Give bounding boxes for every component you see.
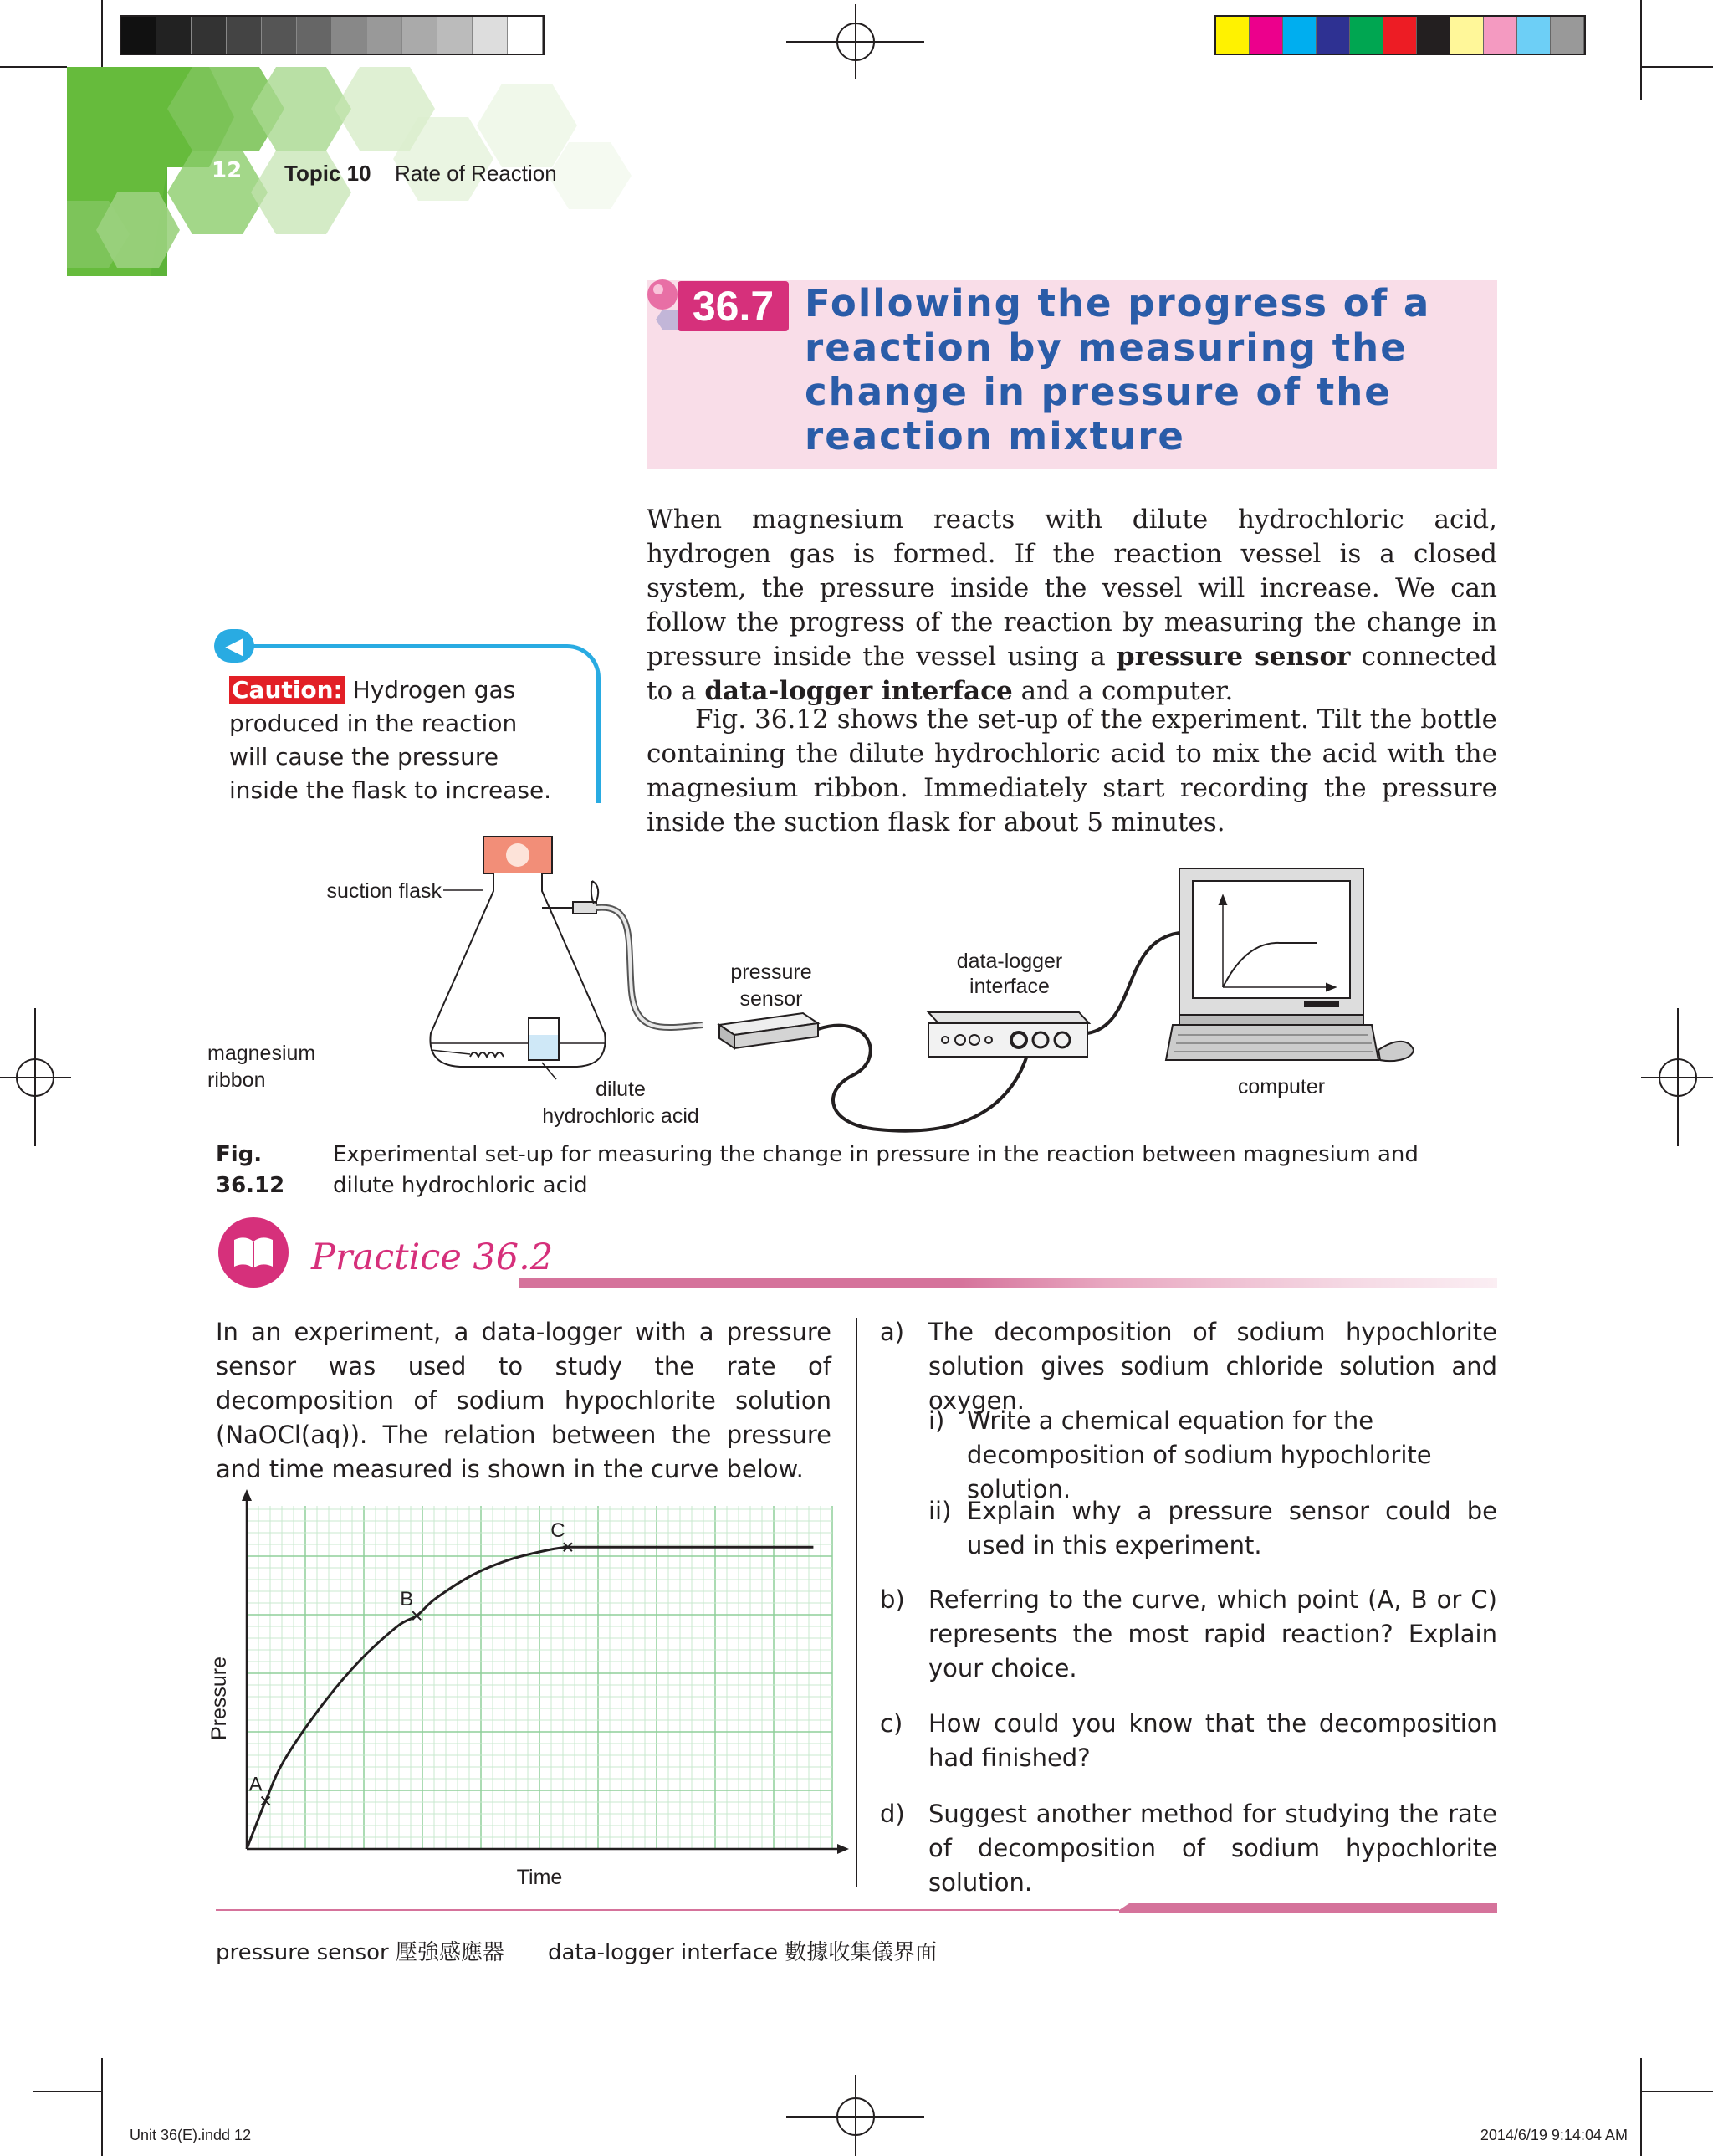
question-label: ii) <box>928 1497 952 1525</box>
grey-swatch <box>297 17 332 54</box>
figure-caption-text: Experimental set-up for measuring the change in pressure in the reaction between magnesium and dilute hydrochloric acid <box>333 1142 1419 1198</box>
label-magnesium: magnesium <box>207 1042 316 1065</box>
figure-number: Fig. 36.12 <box>216 1142 285 1198</box>
grey-swatch <box>508 17 543 54</box>
graph-axes <box>242 1489 849 1854</box>
section-title-line: Following the progress of a <box>805 281 1431 325</box>
section-title-line: reaction mixture <box>805 414 1185 458</box>
topic-label: Topic 10 <box>284 161 371 186</box>
color-swatch <box>1383 17 1417 54</box>
glossary-term: data-logger interface 數據收集儀界面 <box>548 1940 938 1965</box>
section-title <box>805 281 1474 458</box>
key-term: data-logger interface <box>704 676 1013 706</box>
grey-swatch <box>402 17 437 54</box>
color-calibration-bar <box>1214 15 1586 55</box>
question-a <box>880 1315 1499 1418</box>
graph-grid <box>247 1506 832 1849</box>
question-a-ii <box>928 1494 1499 1563</box>
practice-title: Practice 36.2 <box>311 1237 554 1278</box>
figure-caption <box>216 1139 1487 1201</box>
label-ribbon: ribbon <box>207 1068 266 1092</box>
topic-name: Rate of Reaction <box>395 161 557 186</box>
color-swatch <box>1216 17 1250 54</box>
column-divider <box>856 1318 857 1887</box>
point-label: A <box>248 1773 263 1796</box>
section-title-line: change in pressure of the <box>805 370 1392 414</box>
color-swatch <box>1350 17 1383 54</box>
glossary-term: pressure sensor 壓強感應器 <box>216 1940 504 1965</box>
page-number: 12 <box>212 158 243 183</box>
paragraph-text: When magnesium reacts with dilute hydrochloric acid, hydrogen gas is formed. If the reaction vessel is a closed system, the pressure inside the vessel will increase. We can follow the progress of the reaction by measuring the change in pressure inside the vessel using a <box>647 504 1497 672</box>
grey-swatch <box>192 17 227 54</box>
color-swatch <box>1450 17 1484 54</box>
section-title-line: reaction by measuring the <box>805 325 1408 370</box>
glossary <box>216 1935 937 1966</box>
label-hydrochloric-acid: hydrochloric acid <box>542 1104 699 1128</box>
color-swatch <box>1317 17 1350 54</box>
label-interface: interface <box>969 975 1050 998</box>
question-label: a) <box>880 1318 905 1346</box>
caution-text: Hydrogen gas produced in the reaction will cause the pressure inside the flask to increase. <box>229 676 552 804</box>
grey-swatch <box>262 17 297 54</box>
question-c <box>880 1707 1499 1775</box>
paragraph-setup: Fig. 36.12 shows the set-up of the experiment. Tilt the bottle containing the dilute hydrochloric acid to mix the acid with the magnesium ribbon. Immediately start recording the pressure inside the suction flask for about 5 minutes. <box>647 704 1497 837</box>
experiment-setup-diagram <box>207 824 1447 1142</box>
label-suction-flask: suction flask <box>326 879 442 903</box>
label-computer: computer <box>1237 1075 1326 1098</box>
open-book-icon <box>216 1215 296 1290</box>
question-text: The decomposition of sodium hypochlorite solution gives sodium chloride solution and oxygen. <box>928 1318 1497 1415</box>
grey-swatch <box>121 17 156 54</box>
y-axis-label: Pressure <box>207 1656 231 1741</box>
grey-swatch <box>332 17 367 54</box>
x-axis-label: Time <box>516 1866 563 1889</box>
y-axis-arrow-icon <box>242 1489 252 1501</box>
label-dilute: dilute <box>596 1078 646 1101</box>
question-a-i <box>928 1404 1499 1507</box>
color-swatch <box>1250 17 1283 54</box>
key-term: pressure sensor <box>1116 642 1351 672</box>
grey-swatch <box>437 17 473 54</box>
grey-swatch <box>156 17 192 54</box>
question-label: d) <box>880 1800 905 1828</box>
question-text: Write a chemical equation for the decomposition of sodium hypochlorite solution. <box>967 1406 1432 1503</box>
question-text: Suggest another method for studying the rate of decomposition of sodium hypochlorite solution. <box>928 1800 1497 1897</box>
point-marker <box>412 1611 421 1620</box>
caution-note <box>229 673 555 807</box>
pressure-curve <box>247 1547 813 1849</box>
label-pressure: pressure <box>730 960 812 984</box>
left-arrow-icon: ◀ <box>214 629 254 663</box>
label-sensor: sensor <box>739 987 803 1011</box>
paragraph-intro <box>647 503 1497 709</box>
question-b <box>880 1583 1499 1686</box>
practice-intro: In an experiment, a data-logger with a pressure sensor was used to study the rate of decomposition of sodium hypochlorite solution (NaOCl(aq)). The relation between the pressure and time measured is shown in the curve below. <box>216 1318 831 1483</box>
question-label: b) <box>880 1585 905 1614</box>
question-label: c) <box>880 1709 903 1738</box>
section-number: 36.7 <box>678 281 789 331</box>
question-d <box>880 1797 1499 1900</box>
point-label: B <box>400 1588 414 1611</box>
print-timestamp: 2014/6/19 9:14:04 AM <box>1480 2127 1628 2143</box>
label-data-logger: data-logger <box>956 950 1063 973</box>
grey-swatch <box>473 17 508 54</box>
caution-label: Caution: <box>229 676 345 704</box>
color-swatch <box>1283 17 1317 54</box>
point-label: C <box>550 1519 565 1543</box>
practice-divider <box>519 1278 1497 1288</box>
color-swatch <box>1517 17 1551 54</box>
grey-swatch <box>367 17 402 54</box>
question-text: Referring to the curve, which point (A, B or C) represents the most rapid reaction? Explain your choice. <box>928 1585 1497 1682</box>
color-swatch <box>1417 17 1450 54</box>
x-axis-arrow-icon <box>837 1844 849 1854</box>
pressure-time-graph <box>207 1498 849 1891</box>
paragraph-text: connected to a <box>647 642 1497 706</box>
color-swatch <box>1484 17 1517 54</box>
grey-calibration-bar <box>120 15 545 55</box>
question-text: Explain why a pressure sensor could be used in this experiment. <box>967 1497 1497 1559</box>
question-label: i) <box>928 1406 945 1435</box>
file-info: Unit 36(E).indd 12 <box>130 2127 252 2143</box>
question-text: How could you know that the decomposition had finished? <box>928 1709 1497 1772</box>
paragraph-text: and a computer. <box>1012 676 1234 706</box>
grey-swatch <box>227 17 262 54</box>
color-swatch <box>1551 17 1584 54</box>
bottom-divider <box>216 1903 1497 1913</box>
